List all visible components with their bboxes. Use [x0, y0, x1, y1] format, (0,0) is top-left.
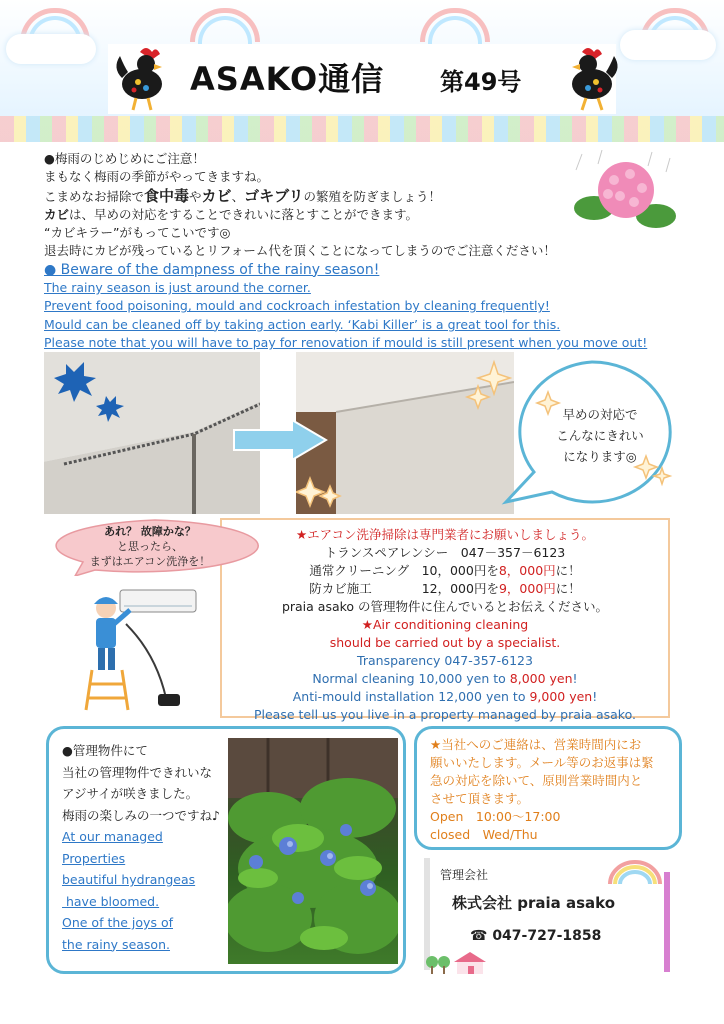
contact-hours-text — [430, 736, 670, 844]
hydrangea-illustration — [572, 150, 678, 234]
text-span: ! — [592, 689, 598, 704]
section-heading: ●梅雨のじめじめにご注意！ — [44, 151, 205, 166]
text-span: カビ — [201, 186, 232, 205]
notice-line — [44, 206, 647, 224]
notice-line: まもなく梅雨の季節がやってきますね。 — [44, 169, 270, 185]
managed-en-line: the rainy season. — [62, 936, 170, 952]
text-span: こまめなお掃除で — [44, 188, 145, 204]
business-hours: Open 10:00～17:00 — [430, 809, 561, 824]
contact-line: 急の対応を除いて、原則営業時間内と — [430, 773, 643, 788]
text-span: カビ — [44, 206, 70, 222]
text-span: に！ — [555, 563, 581, 578]
house-icon — [424, 950, 494, 974]
aircon-en-heading: should be carried out by a specialist. — [329, 635, 561, 650]
company-phone: ☎ 047-727-1858 — [470, 928, 602, 944]
english-line: The rainy season is just around the corner. — [44, 280, 311, 296]
bubble-text — [540, 404, 660, 467]
notice-line: “カビキラー”がもってこいです◎ — [44, 225, 231, 241]
issue-number: 第49号 — [440, 68, 522, 96]
townscape-decoration — [0, 116, 724, 142]
pink-bubble-text — [60, 524, 240, 569]
text-span: や — [189, 188, 202, 204]
rainbow-icon — [606, 858, 664, 886]
pink-bubble-line: まずはエアコン洗浄を！ — [89, 555, 211, 568]
notice-line: 退去時にカビが残っているとリフォーム代を頂くことになってしまうのでご注意ください！ — [44, 243, 556, 259]
rainbow-decoration — [190, 8, 260, 42]
rooster-icon — [560, 44, 622, 114]
managed-jp-line: 梅雨の楽しみの一つですね♪ — [62, 807, 220, 823]
managed-jp-line: 当社の管理物件できれいな — [62, 764, 213, 780]
managed-en-line: Properties — [62, 850, 126, 866]
rainbow-decoration — [420, 8, 490, 42]
text-span: 防カビ施工 12，000円を — [309, 581, 499, 596]
english-line: Please note that you will have to pay for renovation if mould is still present when you move out! — [44, 334, 648, 350]
mould-before-photo — [44, 352, 260, 514]
newsletter-title: ASAKO通信 — [190, 60, 385, 98]
aircon-en-normal — [222, 670, 668, 688]
notice-line — [44, 187, 647, 206]
mould-after-photo — [296, 352, 514, 514]
text-span: ゴキブリ — [244, 186, 304, 205]
bubble-line: になります◎ — [563, 449, 637, 464]
text-span: 9,000 yen — [529, 689, 593, 704]
english-line: Prevent food poisoning, mould and cockroach infestation by cleaning frequently! — [44, 298, 550, 314]
aircon-jp-company: トランスペアレンシー 047－357－6123 — [324, 545, 566, 560]
aircon-worker-illustration — [80, 584, 200, 712]
hydrangea-garden-photo — [228, 738, 398, 964]
contact-line: ★当社へのご連絡は、営業時間内にお — [430, 737, 642, 752]
aircon-jp-tell: praia asako の管理物件に住んでいるとお伝えください。 — [281, 599, 609, 614]
aircon-text — [222, 526, 668, 724]
text-span: 8,000 yen — [509, 671, 573, 686]
managed-jp-line: アジサイが咲きました。 — [62, 786, 199, 801]
aircon-en-tell: Please tell us you live in a property managed by praia asako. — [253, 707, 636, 722]
managed-en-line: One of the joys of — [62, 915, 173, 930]
rooster-icon — [112, 44, 174, 114]
english-line: Mould can be cleaned off by taking action early. ‘Kabi Killer’ is a great tool for this. — [44, 316, 561, 332]
aircon-jp-mould — [222, 580, 668, 598]
closed-days: closed Wed/Thu — [430, 827, 538, 842]
aircon-en-company: Transparency 047-357-6123 — [357, 653, 533, 668]
text-span: 食中毒 — [144, 186, 190, 205]
aircon-jp-normal — [222, 562, 668, 580]
text-span: 8，000円 — [498, 563, 556, 578]
text-span: 、 — [231, 188, 245, 204]
cloud-decoration — [6, 34, 96, 64]
text-span: ! — [572, 671, 578, 686]
header-banner — [0, 0, 724, 142]
contact-line: 願いいたします。メール等のお返事は緊 — [430, 755, 654, 770]
aircon-en-mould — [222, 688, 668, 706]
managed-property-text — [62, 740, 220, 955]
managed-heading: ●管理物件にて — [62, 743, 148, 758]
managed-en-line: At our managed — [62, 829, 163, 844]
managed-en-line: beautiful hydrangeas — [62, 872, 196, 887]
pink-bubble-line: あれ？ 故障かな？ — [104, 525, 196, 538]
pink-bubble-line: と思ったら、 — [117, 540, 183, 553]
aircon-en-heading: ★Air conditioning cleaning — [361, 617, 529, 632]
managed-en-line: have bloomed. — [62, 893, 160, 909]
company-label: 管理会社 — [440, 868, 489, 882]
frame-line — [664, 872, 670, 972]
rainy-season-notice — [44, 150, 647, 352]
cloud-decoration — [620, 30, 716, 60]
bubble-line: こんなにきれい — [556, 428, 644, 443]
company-name: 株式会社 praia asako — [452, 894, 616, 912]
bubble-line: 早めの対応で — [562, 407, 638, 422]
arrow-right-icon — [232, 418, 328, 462]
text-span: 9，000円 — [498, 581, 556, 596]
text-span: の繁殖を防ぎましょう！ — [303, 188, 441, 204]
text-span: 通常クリーニング 10，000円を — [309, 563, 499, 578]
text-span: Anti-mould installation 12,000 yen to — [292, 689, 530, 704]
text-span: に！ — [555, 581, 581, 596]
english-heading: ● Beware of the dampness of the rainy season! — [44, 261, 380, 278]
text-span: は、早めの対応をすることできれいに落とすことができます。 — [69, 206, 419, 222]
aircon-jp-heading: ★エアコン洗浄掃除は専門業者にお願いしましょう。 — [295, 527, 595, 542]
contact-line: させて頂きます。 — [430, 791, 530, 806]
text-span: Normal cleaning 10,000 yen to — [312, 671, 510, 686]
